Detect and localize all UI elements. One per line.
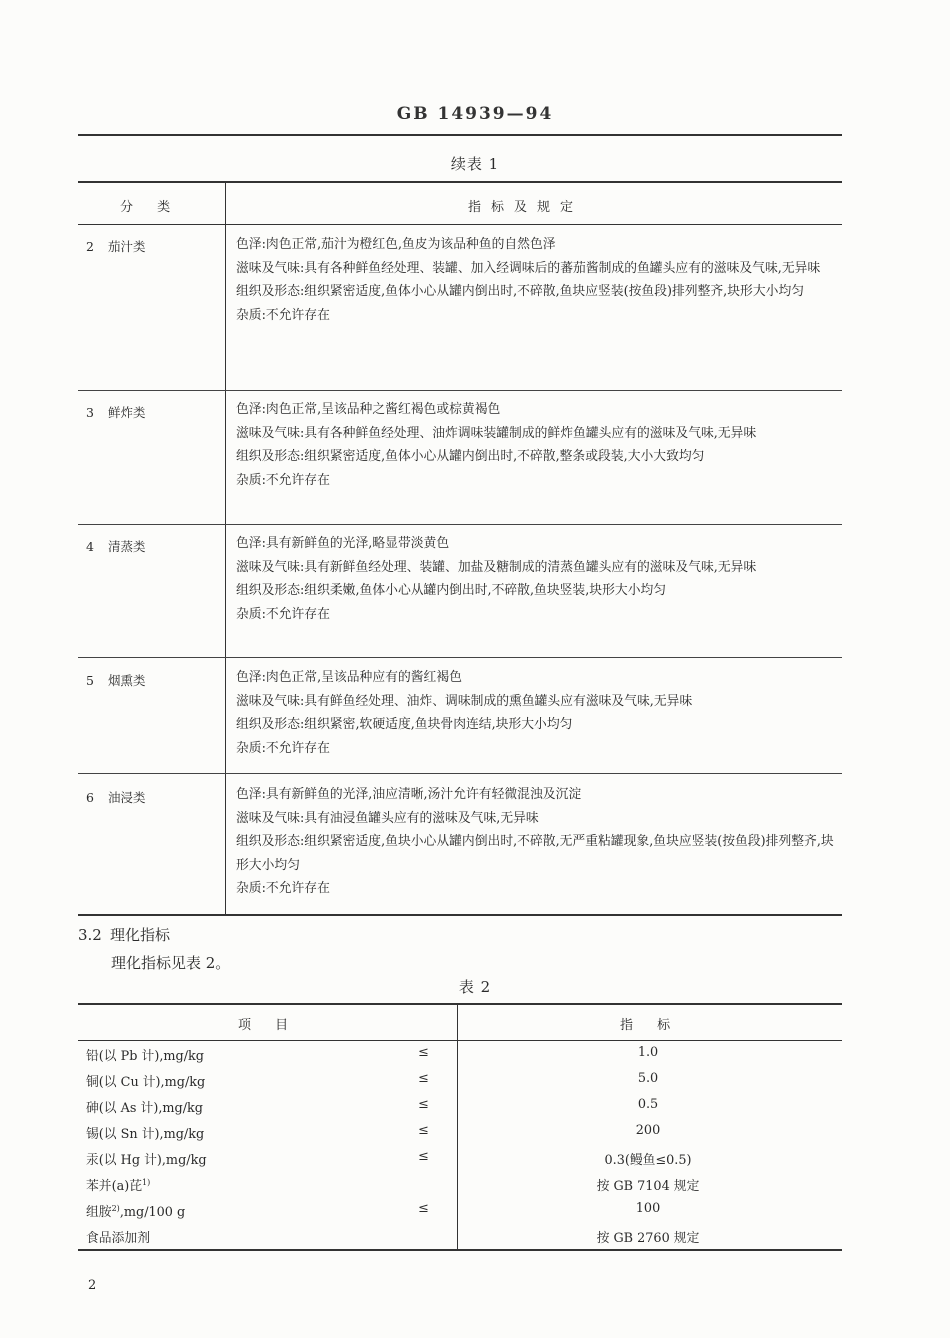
table1-row-spec: 色泽:具有新鲜鱼的光泽,油应清晰,汤汁允许有轻微混浊及沉淀 滋味及气味:具有油浸鱼罐头应有的滋味及气味,无异味 组织及形态:组织紧密适度,鱼块小心从罐内倒出时,不碎散,无严重粘罐现象,鱼块应竖装(按鱼段)排列整齐,块形大小均匀 杂质:不允许存在 [236, 787, 834, 896]
table2-bottom-rule [78, 1249, 842, 1251]
table2-row: 食品添加剂 按 GB 2760 规定 [86, 1231, 700, 1246]
table1-row-category: 3 鲜炸类 [86, 405, 146, 420]
table1-row-category: 2 茄汁类 [86, 239, 146, 254]
header-rule [78, 134, 842, 136]
table1-row-category: 6 油浸类 [86, 790, 146, 805]
table1-top-rule [78, 181, 842, 183]
standard-code-header: GB 14939—94 [396, 104, 554, 124]
table2-row: 铜(以 Cu 计),mg/kg ≤ 5.0 [86, 1071, 659, 1090]
table1-row-divider [78, 524, 842, 525]
table1-row-category: 4 清蒸类 [86, 539, 146, 554]
table1-column-separator [225, 181, 226, 916]
table2-row: 锡(以 Sn 计),mg/kg ≤ 200 [86, 1123, 661, 1142]
table2-row: 铅(以 Pb 计),mg/kg ≤ 1.0 [86, 1045, 659, 1064]
table1-bottom-rule [78, 914, 842, 916]
table2-row: 组胺$^{2)}$,mg/100 g ≤ 100 [86, 1201, 661, 1220]
table1-header-rule [78, 224, 842, 225]
section-heading: 3.2 理化指标 [78, 926, 171, 944]
table1-row-divider [78, 390, 842, 391]
table2-header-value: 指 标 [620, 1018, 681, 1033]
table2-caption: 表 2 [458, 978, 492, 996]
table2-top-rule [78, 1003, 842, 1005]
table1-row-spec: 色泽:肉色正常,茄汁为橙红色,鱼皮为该品种鱼的自然色泽 滋味及气味:具有各种鲜鱼经处理、装罐、加入经调味后的蕃茄酱制成的鱼罐头应有的滋味及气味,无异味 组织及形态:组织紧密适度,鱼体小心从罐内倒出时,不碎散,鱼块应竖装(按鱼段)排列整齐,块形大小均匀 杂质:不允许存在 [236, 237, 821, 323]
table1-row-spec: 色泽:肉色正常,呈该品种之酱红褐色或棕黄褐色 滋味及气味:具有各种鲜鱼经处理、油炸调味装罐制成的鲜炸鱼罐头应有的滋味及气味,无异味 组织及形态:组织紧密适度,鱼体小心从罐内倒出时,不碎散,整条或段装,大小大致均匀 杂质:不允许存在 [236, 402, 757, 488]
table2-header-rule [78, 1040, 842, 1041]
table1-row-category: 5 烟熏类 [86, 673, 146, 688]
table2-row: 苯并(a)芘$^{1)}$ 按 GB 7104 规定 [86, 1178, 700, 1194]
table1-row-divider [78, 773, 842, 774]
section-text: 理化指标见表 2。 [111, 954, 231, 972]
table1-header-category: 分 类 [120, 200, 181, 215]
table2-header-item: 项 目 [238, 1018, 299, 1033]
table2-row: 汞(以 Hg 计),mg/kg ≤ 0.3(鳗鱼≤0.5) [86, 1149, 692, 1168]
page-number: 2 [88, 1278, 97, 1293]
table1-header-spec: 指标及规定 [468, 200, 584, 215]
table1-row-spec: 色泽:肉色正常,呈该品种应有的酱红褐色 滋味及气味:具有鲜鱼经处理、油炸、调味制成的熏鱼罐头应有滋味及气味,无异味 组织及形态:组织紧密,软硬适度,鱼块骨肉连结,块形大小均匀 杂质:不允许存在 [236, 670, 693, 756]
table1-row-spec: 色泽:具有新鲜鱼的光泽,略显带淡黄色 滋味及气味:具有新鲜鱼经处理、装罐、加盐及糖制成的清蒸鱼罐头应有的滋味及气味,无异味 组织及形态:组织柔嫩,鱼体小心从罐内倒出时,不碎散,鱼块竖装,块形大小均匀 杂质:不允许存在 [236, 536, 757, 622]
table1-caption: 续表 1 [450, 155, 500, 173]
table1-row-divider [78, 657, 842, 658]
table2-row: 砷(以 As 计),mg/kg ≤ 0.5 [86, 1097, 659, 1116]
